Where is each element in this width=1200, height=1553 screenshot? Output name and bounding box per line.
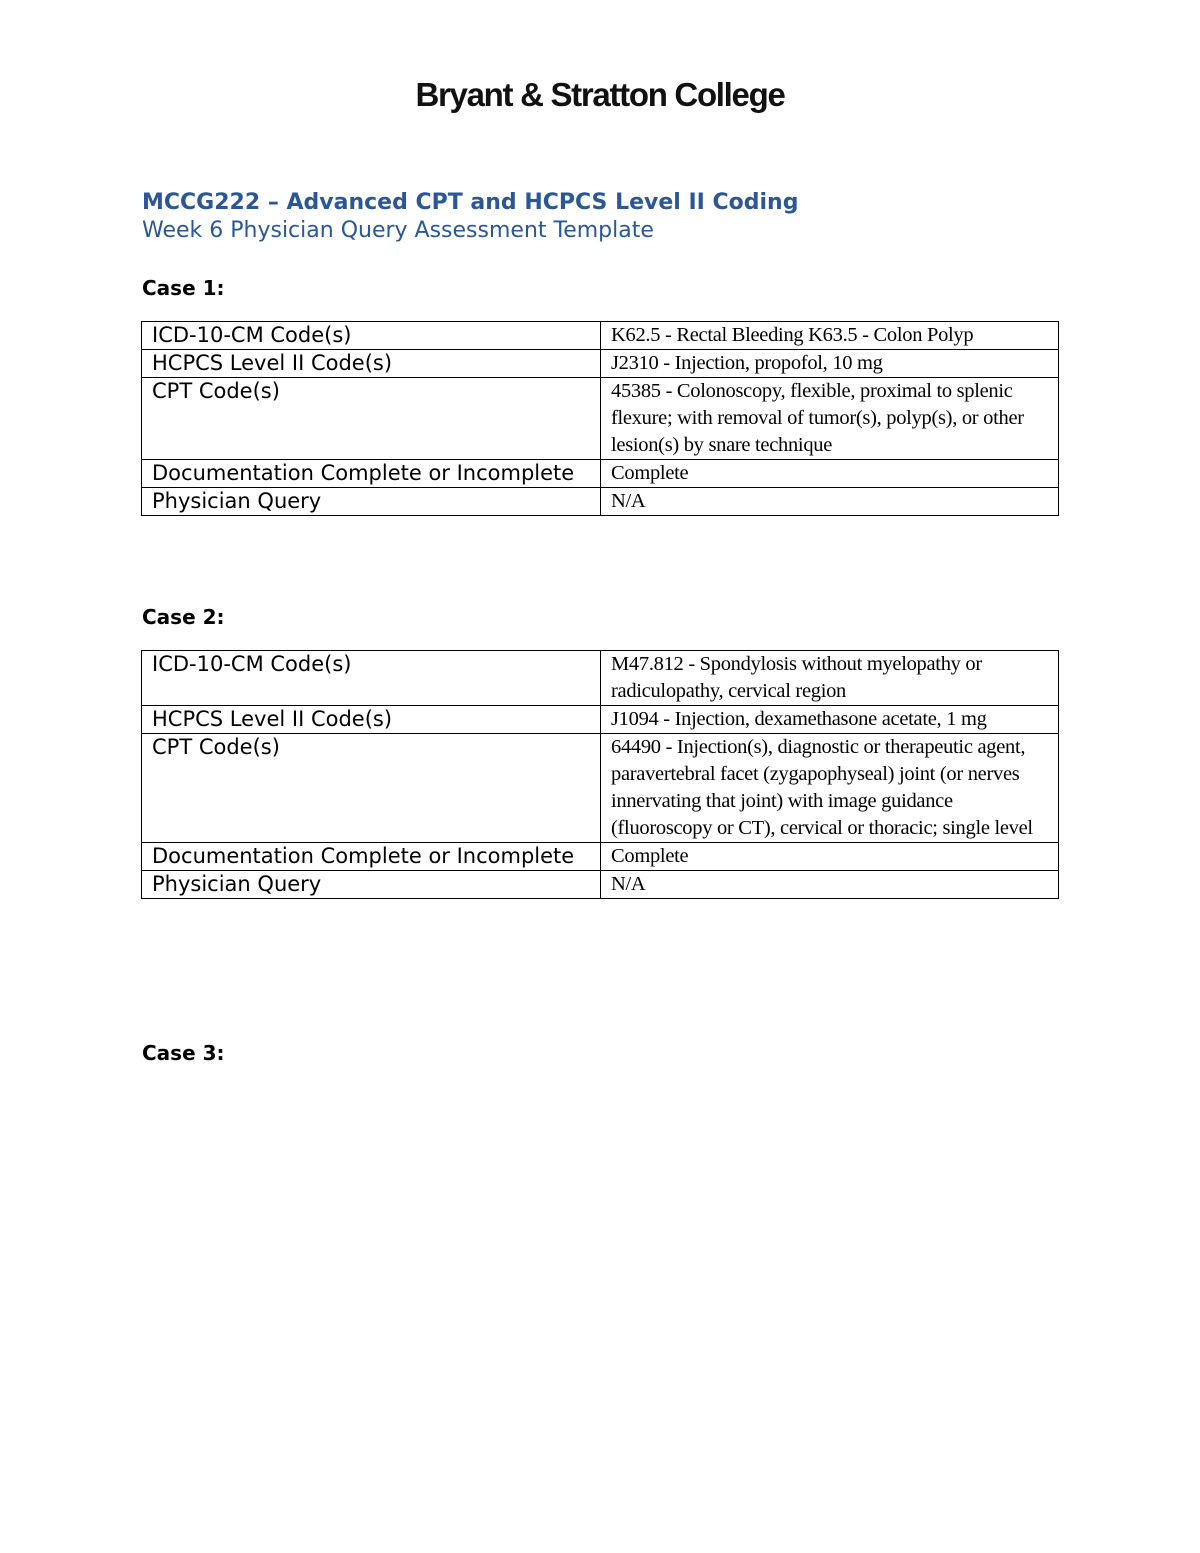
- row-value: K62.5 - Rectal Bleeding K63.5 - Colon Polyp: [601, 322, 1059, 350]
- row-value: N/A: [601, 488, 1059, 516]
- table-row: [142, 734, 1059, 843]
- row-label: ICD-10-CM Code(s): [142, 651, 601, 706]
- table-row: [142, 488, 1059, 516]
- row-label: Physician Query: [142, 871, 601, 899]
- row-label: HCPCS Level II Code(s): [142, 706, 601, 734]
- case-2-heading: Case 2:: [142, 605, 225, 629]
- table-row: [142, 350, 1059, 378]
- row-value: 45385 - Colonoscopy, flexible, proximal to splenic flexure; with removal of tumor(s), polyp(s), or other lesion(s) by snare technique: [601, 378, 1059, 460]
- table-row: [142, 651, 1059, 706]
- row-value: 64490 - Injection(s), diagnostic or therapeutic agent, paravertebral facet (zygapophyseal) joint (or nerves innervating that joint) with image guidance (fluoroscopy or CT), cervical or thoracic; single level: [601, 734, 1059, 843]
- row-label: HCPCS Level II Code(s): [142, 350, 601, 378]
- college-logo: Bryant & Stratton College: [415, 76, 785, 113]
- assignment-subtitle: Week 6 Physician Query Assessment Template: [142, 218, 654, 243]
- course-title: MCCG222 – Advanced CPT and HCPCS Level II Coding: [142, 190, 799, 215]
- table-row: [142, 843, 1059, 871]
- case-3-heading: Case 3:: [142, 1041, 225, 1065]
- case-1-table: [141, 321, 1059, 516]
- row-value: Complete: [601, 460, 1059, 488]
- row-value: J2310 - Injection, propofol, 10 mg: [601, 350, 1059, 378]
- case-1-heading: Case 1:: [142, 276, 225, 300]
- row-value: N/A: [601, 871, 1059, 899]
- row-value: Complete: [601, 843, 1059, 871]
- table-row: [142, 322, 1059, 350]
- row-value: J1094 - Injection, dexamethasone acetate, 1 mg: [601, 706, 1059, 734]
- row-label: Documentation Complete or Incomplete: [142, 460, 601, 488]
- case-2-table: [141, 650, 1059, 899]
- table-row: [142, 706, 1059, 734]
- row-label: CPT Code(s): [142, 734, 601, 843]
- row-value: M47.812 - Spondylosis without myelopathy or radiculopathy, cervical region: [601, 651, 1059, 706]
- row-label: Physician Query: [142, 488, 601, 516]
- row-label: Documentation Complete or Incomplete: [142, 843, 601, 871]
- table-row: [142, 460, 1059, 488]
- row-label: ICD-10-CM Code(s): [142, 322, 601, 350]
- table-row: [142, 378, 1059, 460]
- row-label: CPT Code(s): [142, 378, 601, 460]
- table-row: [142, 871, 1059, 899]
